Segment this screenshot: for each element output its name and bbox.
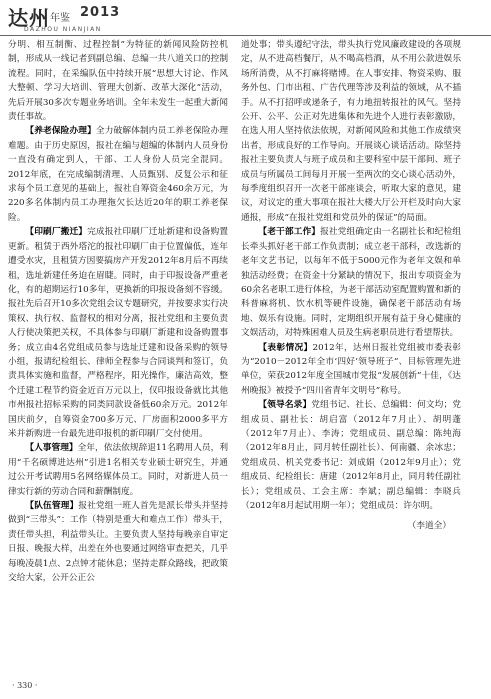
- right-text-column: [241, 38, 461, 534]
- yearbook-label: 年鉴: [50, 13, 70, 24]
- paragraph-text: 党组书记、社长、总编辑：何文均；党组成员、副社长：胡启富（2012年7月止）、胡明蓬（2012年7月止）、李涛；党组成员、副总编：陈纯海（2012年8月止，同月转任副社长）、何南疆、余冰忠；党组成员、机关党委书记：刘成娟（2012年9月止）；党组成员、纪检组长：唐建（2012年8月止，同月转任副社长）；党组成员、工会主席：李斌；副总编辑：李晓兵（2012年8月起试用期一年）；党组成员：许尔明。: [241, 400, 462, 511]
- section-heading: 【队伍管理】: [25, 501, 79, 511]
- paragraph-text: 2012年，达州日报社党组被市委表彰为“2010－2012年全市‘四好’领导班子”、目标管理先进单位，荣获2012年度全国城市党报“发展创新”十佳，《达州晚报》被授予“四川省青年文明号”称号。: [241, 342, 462, 396]
- section-heading: 【养老保险办理】: [25, 126, 96, 137]
- paragraph-team-management: [8, 499, 228, 585]
- section-heading: 【表彰情况】: [258, 342, 313, 353]
- section-heading: 【领导名录】: [258, 400, 312, 411]
- paragraph-awards: [241, 341, 461, 399]
- paragraph-text: 全年，依法依规辞退11名聘用人员，利用“千名硕博进达州”引进1名相关专业硕士研究生，并通过公开考试聘用5名网络媒体员工。同时，对新进人员一律实行新的劳动合同和薪酬制度。: [8, 443, 229, 497]
- section-heading: 【人事管理】: [25, 443, 78, 454]
- paragraph-personnel: [8, 441, 228, 499]
- paragraph-continuation: [8, 38, 228, 124]
- paragraph-printing-plant: [8, 225, 228, 441]
- section-heading: 【印刷厂搬迁】: [25, 227, 88, 238]
- paragraph-text: 全力破解体制内员工养老保险办理难题。由于历史原因，报社在编与超编的体制内人员身份一直没有确定到人，干部、工人身份人员完全混同。2012年底，在完成编制清理、人员甄别、反复公示和征求每个员工意见的基础上，报社自筹资金460余万元，为220多名体制内员工办理拖欠长达近20年的职工养老保险。: [8, 126, 229, 223]
- paragraph-text: 报社党组确定由一名副社长和纪检组长牵头抓好老干部工作负责制；成立老干部科，改选新的老年文艺书记，以每年不低于5000元作为老年文娱和单独活动经费；在资金十分紧缺的情况下，报出专项资金为60余名老职工进行体检，为老干部活动室配置购置和新的科普麻将机、饮水机等硬件设施，确保老干部活动有场地、娱乐有设施。同时，定期组织开展有益于身心健康的文娱活动，对特殊困难人员及生病老职员进行看望帮扶。: [241, 227, 462, 339]
- paragraph-pension: [8, 124, 228, 225]
- paragraph-text: 报社党组一班人首先是派长带头并坚持做到“三带头”：工作（特别是重大和难点工作）带头干，责任带头担，利益带头让。主要负责人坚持每晚亲自审定日报、晚报大样，出差在外也要通过网络审查把关，几乎每晚凌晨1点、2点钟才能休息；坚持走群众路线，把政策交给大家，公开公正公: [8, 501, 229, 584]
- paragraph-retirees: [241, 225, 461, 340]
- yearbook-latin-title: DAZHOU NIANJIAN: [24, 26, 102, 33]
- yearbook-title: 达州: [8, 6, 50, 30]
- paragraph-text: 分明、相互制衡、过程控制”为特征的新闻风险防控机制，形成从一线记者到副总编、总编一共八道关口的控制流程。同时，在采编队伍中持续开展“思想大讨论、作风大整顿、学习大培训、管理大创新、改革大深化”活动，先后开展30多次专题业务培训。全年未发生一起重大新闻责任事故。: [8, 40, 228, 123]
- paragraph-leadership-list: [241, 398, 461, 513]
- page-header: [0, 0, 491, 36]
- paragraph-text: 道处事；带头遵纪守法，带头执行党风廉政建设的各项规定，从不进高档餐厅，从不喝高档酒，从不用公款进娱乐场所消费，从不打麻将赌博。在人事安排、物资采购、服务外包、门市出租、广告代理等涉及利益的领域，从不插手。从不打招呼或递条子，有力地扭转报社的风气。坚持公开、公平、公正对先进集体和先进个人进行表彰激励，在选人用人坚持依法依规，对新闻风险和其他工作成绩突出者，形成良好的工作导向。开展谈心谈话活动。除坚持报社主要负责人与班子成员和主要科室中层干部间、班子成员与所属员工间每月开展一至两次的交心谈心活动外，每季度组织召开一次老干部座谈会，听取大家的意见，建议，对议定的重大事项在报社大楼大厅公开栏及时向大家通报，形成“在报社党组和党员外的保证”的局面。: [241, 40, 461, 223]
- paragraph-text: 完成报社印刷厂迁址新建和设备购置更新。租赁于西外塔沱的报社印刷厂由于位置偏低，连年遭受水灾，且租赁方因要搞房产开发2012年8月后不再续租，选址新建任务迫在眉睫。同时，由于印报设备严重老化，有的超期运行10多年，更换新的印报设备刻不容缓。报社先后召开10多次党组会议专题研究，并按要求实行决策权、执行权、监督权的相对分离，报社党组和主要负责人行使决策把关权，不具体参与印刷厂新建和设备购置事务；成立由4名党组成员参与选址迁建和设备采购的领导小组，报请纪检组长、律师全程参与合同谈判和签订，负责具体实施和监督，严格程序，阳光操作，廉洁高效，整个迁建工程节约资金近百万元以上，仅印报设备就比其他市州报社招标采购的同类同款设备低60余万元。2012年国庆前夕，自筹资金700多万元、厂房面积2000多平方米并新购进一台最先进印报机的新印刷厂交付使用。: [8, 227, 229, 439]
- paragraph-continuation: [241, 38, 461, 225]
- header-divider: [0, 35, 491, 36]
- yearbook-year: 2013: [80, 5, 121, 20]
- page-number: · 330 ·: [12, 681, 38, 690]
- left-text-column: [8, 38, 228, 585]
- author-signature: （李道全）: [407, 521, 451, 532]
- section-heading: 【老干部工作】: [258, 227, 321, 238]
